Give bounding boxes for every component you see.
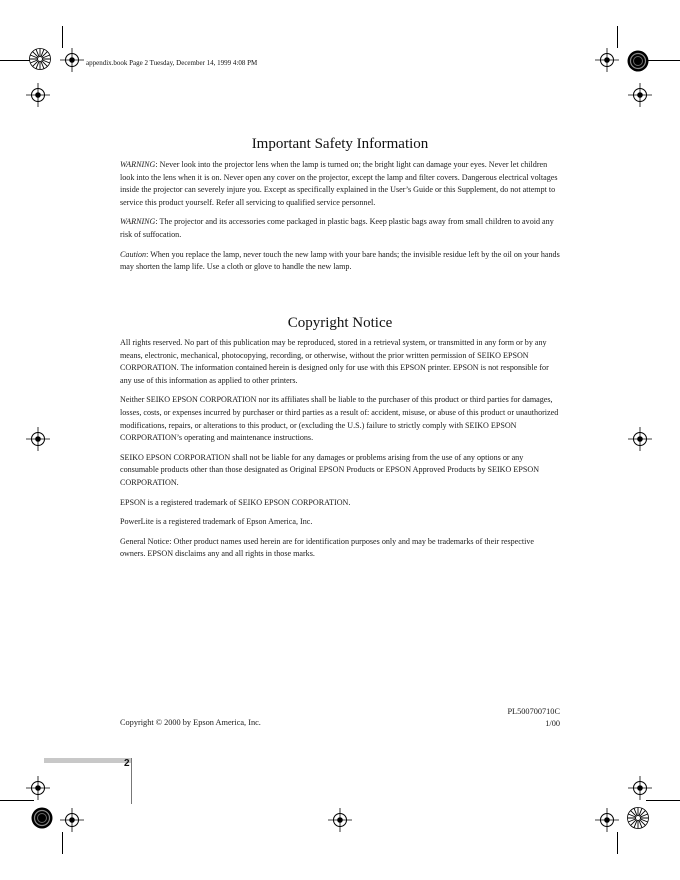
crop-mark <box>617 832 618 854</box>
color-target-icon <box>627 50 649 72</box>
liability-paragraph: Neither SEIKO EPSON CORPORATION nor its affiliates shall be liable to the purchaser of this product or third parties for damages, losses, costs, or expenses incurred by purchaser or third parties as a result of: accident, misuse, or abuse of this product or unauthorized modifications, repairs, or alterations to this product, or (excluding the U.S.) failure to strictly comply with SEIKO EPSON CORPORATION’s operating and maintenance instructions. <box>120 395 559 443</box>
footer-part-info <box>507 706 560 730</box>
copyright-section <box>120 337 560 568</box>
page-tab-edge <box>131 758 132 804</box>
registration-target-icon <box>26 83 50 107</box>
registration-target-icon <box>26 776 50 800</box>
paragraph-text: : When you replace the lamp, never touch the new lamp with your bare hands; the invisible residue left by the oil on your hands may shorten the lamp life. Use a cloth or glove to handle the new lamp. <box>120 249 560 272</box>
crop-mark <box>646 800 680 801</box>
caution-label: Caution <box>120 249 147 259</box>
safety-title: Important Safety Information <box>251 136 429 152</box>
warning-label: WARNING <box>120 160 156 169</box>
safety-warning-plastic <box>120 216 560 241</box>
page-tab-bar <box>44 758 132 763</box>
edition-date: 1/00 <box>545 719 560 728</box>
registration-target-icon <box>628 83 652 107</box>
crop-mark <box>62 26 63 48</box>
general-notice: General Notice: Other product names used herein are for identification purposes only and may be trademarks of their respective owners. EPSON disclaims any and all rights in those marks. <box>120 536 534 559</box>
registration-target-icon <box>595 808 619 832</box>
color-target-icon <box>31 807 53 829</box>
safety-caution-lamp <box>120 249 560 274</box>
copyright-paragraph: All rights reserved. No part of this publication may be reproduced, stored in a retrieval system, or transmitted in any form or by any means, electronic, mechanical, photocopying, recording, or otherwise, without the prior written permission of SEIKO EPSON CORPORATION. The information contained herein is designed only for use with this EPSON printer. EPSON is not responsible for any use of this information as applied to other printers. <box>120 338 549 385</box>
registration-target-icon <box>328 808 352 832</box>
trademark-powerlite: PowerLite is a registered trademark of Epson America, Inc. <box>120 517 313 527</box>
crop-mark <box>62 832 63 854</box>
crop-mark <box>0 800 34 801</box>
trademark-epson: EPSON is a registered trademark of SEIKO EPSON CORPORATION. <box>120 497 351 507</box>
consumables-paragraph: SEIKO EPSON CORPORATION shall not be liable for any damages or problems arising from the use of any options or any consumable products other than those designated as Original EPSON Products or EPSON Approved Products by SEIKO EPSON CORPORATION. <box>120 452 540 487</box>
registration-target-icon <box>628 776 652 800</box>
starburst-target-icon <box>29 48 51 70</box>
part-number: PL500700710C <box>507 707 560 716</box>
safety-warning-lens <box>120 159 560 209</box>
starburst-target-icon <box>627 807 649 829</box>
registration-target-icon <box>26 427 50 451</box>
crop-mark <box>646 60 680 61</box>
registration-target-icon <box>60 48 84 72</box>
warning-label: WARNING <box>120 217 156 227</box>
copyright-title: Copyright Notice <box>287 315 393 331</box>
page-number: 2 <box>124 758 130 769</box>
registration-target-icon <box>628 427 652 451</box>
crop-mark <box>617 26 618 48</box>
file-slug: appendix.book Page 2 Tuesday, December 14, 1999 4:08 PM <box>86 59 258 67</box>
paragraph-text: : The projector and its accessories come packaged in plastic bags. Keep plastic bags away from small children to avoid any risk of suffocation. <box>120 217 554 239</box>
footer-copyright: Copyright © 2000 by Epson America, Inc. <box>120 718 261 727</box>
registration-target-icon <box>60 808 84 832</box>
registration-target-icon <box>595 48 619 72</box>
paragraph-text: : Never look into the projector lens when the lamp is turned on; the bright light can damage your eyes. Never let children look into the lens when it is on. Never open any cover on the projector, except the lamp and filter covers. Dangerous electrical voltages inside the projector can severely injure you. Except as specifically explained in the User’s Guide or this Supplement, do not attempt to service this product yourself. Refer all servicing to qualified service personnel. <box>120 160 558 207</box>
safety-section <box>120 159 560 281</box>
